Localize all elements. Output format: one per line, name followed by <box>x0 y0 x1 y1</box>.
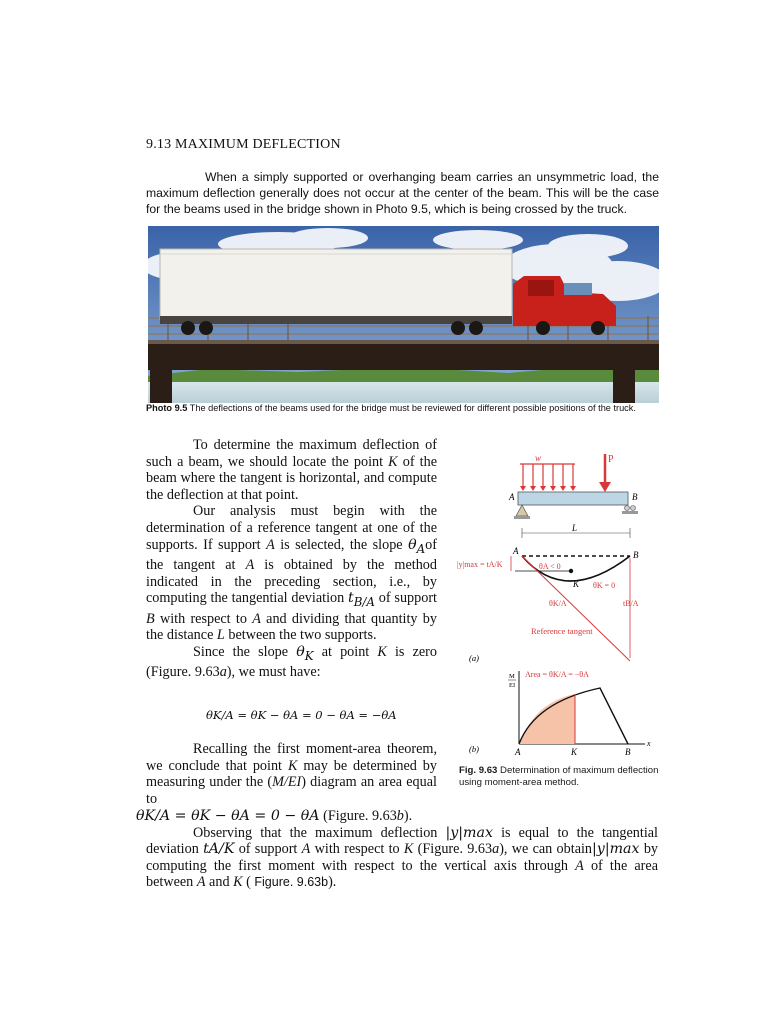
eq2-ref-b: b <box>396 808 404 824</box>
equation-1: θK/A = θK − θA = 0 − θA = −θA <box>206 708 397 722</box>
p3-theta: θ <box>296 643 305 660</box>
p3-text-c: is zero (Figure. 9.63 <box>146 643 437 681</box>
intro-paragraph <box>146 169 659 217</box>
p2-theta-sub: A <box>416 541 426 556</box>
paragraph-4 <box>146 741 437 807</box>
paragraph-5 <box>146 825 658 891</box>
p5-text-j: ( <box>242 874 255 891</box>
label-p: P <box>608 454 614 465</box>
pin-support <box>516 505 528 516</box>
eq2-ref-a: (Figure. 9.63 <box>319 808 397 824</box>
p5-var-a2: A <box>575 857 584 874</box>
p5-var-k2: K <box>233 874 243 891</box>
intro-text: When a simply supported or overhanging beam carries an unsymmetric load, the maximum deflection generally does not occur at the center of the beam. This will be the case for the beams used in the bridge shown in Photo 9.5, which is being crossed by the truck. <box>146 170 659 216</box>
p2-text-d: is obtained by the method indicated in the preceding section, i.e., by computing the tangential deviation <box>146 556 437 607</box>
p2-text-f: with respect to <box>154 610 253 627</box>
p3-var-k: K <box>377 643 387 660</box>
water <box>148 382 659 403</box>
label-reference: Reference tangent <box>531 626 593 636</box>
eq2-ref-c: ). <box>403 808 413 824</box>
label-a-mid: A <box>513 546 519 556</box>
p3-fig-a: a <box>219 664 227 681</box>
p3-text-d: ), we must have: <box>226 664 321 681</box>
p1-text-a: To determine the maximum deflection of such a beam, we should locate the point <box>146 437 437 470</box>
body-column-2 <box>146 741 437 807</box>
label-x: x <box>647 739 651 748</box>
label-k-bottom: K <box>571 747 578 757</box>
p2-text-g: and dividing that quantity by the distance <box>146 610 437 644</box>
p5-text-a: Observing that the maximum deflection <box>193 824 446 841</box>
label-tba: tB/A <box>623 599 639 608</box>
p5-var-k: K <box>403 841 414 858</box>
beam <box>518 492 628 505</box>
label-a-part: (a) <box>469 653 479 663</box>
p5-var-a3: A <box>196 874 206 891</box>
p1-var-k: K <box>388 453 398 470</box>
paragraph-1 <box>146 437 437 503</box>
label-k: K <box>573 579 580 589</box>
p5-text-e: (Figure. 9.63 <box>413 841 493 858</box>
p2-t: t <box>348 590 354 607</box>
p3-text-a: Since the slope <box>193 643 297 660</box>
paragraph-2 <box>146 503 437 643</box>
p2-text-c: of the tangent at <box>146 536 437 573</box>
equation-2: θK/A = θK − θA = 0 − θA <box>136 808 320 824</box>
p4-text-b: may be determined by measuring under the ( <box>146 757 437 791</box>
label-a-top: A <box>509 492 515 502</box>
p2-var-b: B <box>146 610 155 627</box>
mei-area-fill <box>519 694 575 744</box>
figure-caption-label: Fig. 9.63 <box>459 765 498 776</box>
bridge-deck <box>148 340 659 370</box>
p4-mei: M/EI <box>272 774 302 791</box>
photo-caption <box>146 403 660 414</box>
label-b-part: (b) <box>469 744 479 754</box>
p2-theta: θ <box>408 536 417 553</box>
body-column <box>146 437 437 681</box>
p5-ymax: |y|max <box>445 824 493 841</box>
p2-var-a1: A <box>266 536 275 553</box>
p3-theta-sub: K <box>304 648 314 663</box>
reference-tangent-line <box>522 556 630 661</box>
p2-t-sub: B/A <box>353 595 375 609</box>
photo-truck-on-bridge <box>148 226 659 403</box>
label-mei-ei: EI <box>509 682 516 689</box>
label-area: Area = θK/A = −θA <box>525 670 589 679</box>
photo-caption-label: Photo 9.5 <box>146 403 188 413</box>
p5-var-a: A <box>301 841 311 858</box>
p5-fig-ref: Figure. 9.63b <box>254 875 329 890</box>
equation-2-line <box>136 808 658 825</box>
label-b-top: B <box>632 492 638 502</box>
label-b-mid: B <box>633 550 639 560</box>
p4-var-k: K <box>287 757 298 774</box>
p2-text-a: Our analysis must begin with the determination of a reference tangent at one of the supports. If support <box>146 503 437 553</box>
section-title: 9.13 MAXIMUM DEFLECTION <box>146 137 341 152</box>
roller-support <box>622 506 638 515</box>
p4-text-a: Recalling the first moment-area theorem, we conclude that point <box>146 741 437 774</box>
label-l: L <box>572 523 578 533</box>
p5-text-c: of support <box>234 841 302 858</box>
label-theta-ka: θK/A <box>549 599 567 608</box>
label-theta-k: θK = 0 <box>593 581 616 590</box>
photo-caption-text: The deflections of the beams used for the bridge must be reviewed for different possible positions of the truck. <box>187 403 636 413</box>
p5-fig-a: a <box>492 841 500 858</box>
p3-text-b: at point <box>313 643 378 660</box>
p2-var-l: L <box>216 627 225 644</box>
p5-ymax-2: |y|max <box>592 841 640 858</box>
figure-caption <box>459 765 659 789</box>
truck-trailer <box>160 249 512 319</box>
label-theta-a: θA < 0 <box>539 562 561 571</box>
p5-text-d: with respect to <box>310 841 404 858</box>
p2-text-h: between the two supports. <box>224 627 377 644</box>
p5-text-g: by computing the first moment with respect to the vertical axis through <box>146 841 659 874</box>
label-ymax: |y|max = tA/K <box>457 560 503 569</box>
p4-text-c: ) diagram an area equal to <box>146 774 437 807</box>
label-b-bottom: B <box>625 747 631 757</box>
p5-text-h: of the area between <box>146 857 658 891</box>
label-mei-m: M <box>509 673 515 680</box>
bottom-text <box>136 808 659 891</box>
distributed-load <box>520 464 575 486</box>
p5-text-k: ). <box>328 874 337 891</box>
p5-t: tA/K <box>203 841 235 858</box>
figure-9-63 <box>455 446 670 806</box>
figure-diagram <box>455 446 670 766</box>
p1-text-b: of the beam where the tangent is horizontal, and compute the deflection at that point. <box>146 453 438 503</box>
paragraph-3 <box>146 644 437 681</box>
p5-text-i: and <box>205 874 234 891</box>
label-a-bottom: A <box>515 747 521 757</box>
label-w: w <box>535 453 542 463</box>
p2-var-a3: A <box>252 610 261 627</box>
p5-text-b: is equal to the tangential deviation <box>146 824 658 858</box>
photo-illustration <box>148 226 659 403</box>
p2-text-b: is selected, the slope <box>274 536 409 553</box>
p2-text-e: of support <box>374 590 437 607</box>
figure-caption-text: Determination of maximum deflection using moment-area method. <box>459 765 659 788</box>
p5-text-f: ), we can obtain <box>499 841 593 858</box>
p2-var-a2: A <box>245 556 255 573</box>
